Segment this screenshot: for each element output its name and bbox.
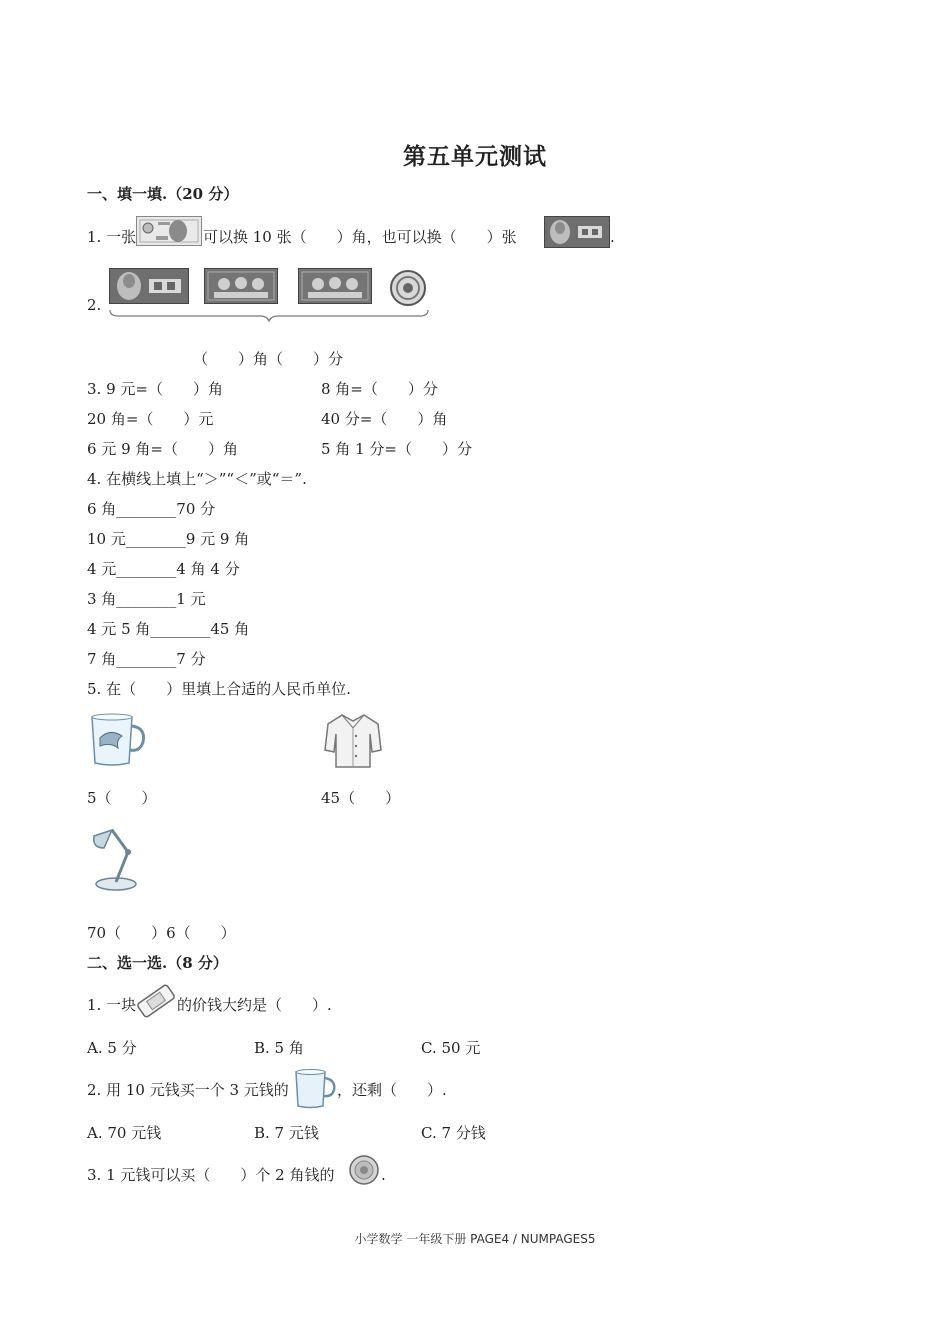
s2-q1-option-c: C. 50 元 [421,1039,481,1057]
q5-cup-answer: 5（ ） [87,789,157,807]
q4-row: 7 角________7 分 [87,650,206,668]
page-footer: 小学数学 一年级下册 PAGE4 / NUMPAGES5 [354,1232,596,1246]
s2-q2-option-b: B. 7 元钱 [254,1124,319,1142]
s2-q1-suffix: 的价钱大约是（ ）. [177,996,332,1014]
q5-lamp-answer: 70（ ）6（ ） [87,924,236,942]
q3-row2-right: 40 分=（ ）角 [321,410,448,428]
five-fen-coin-icon [389,269,427,307]
one-yuan-note-icon [136,216,202,246]
q1-prefix: 1. 一张 [87,228,137,246]
five-jiao-note-icon [109,268,189,304]
two-jiao-note-icon [204,268,278,304]
q3-row1-left: 3. 9 元=（ ）角 [87,380,223,398]
q4-row: 4 元________4 角 4 分 [87,560,240,578]
q3-row3-left: 6 元 9 角=（ ）角 [87,440,238,458]
s2-q1-option-a: A. 5 分 [87,1039,137,1057]
q1-suffix: . [610,228,615,246]
q3-row3-right: 5 角 1 分=（ ）分 [321,440,472,458]
s2-q3-prefix: 3. 1 元钱可以买（ ）个 2 角钱的 [87,1166,335,1184]
s2-q2-option-a: A. 70 元钱 [87,1124,162,1142]
shirt-icon [322,712,384,770]
cup-icon [88,712,148,768]
q4-prompt: 4. 在横线上填上“＞”“＜”或“＝”. [87,470,307,488]
q4-row: 6 角________70 分 [87,500,216,518]
desk-lamp-icon [88,818,144,892]
q3-row1-right: 8 角=（ ）分 [321,380,438,398]
q2-number: 2. [87,296,102,314]
q1-middle-text: 可以换 10 张（ ）角，也可以换（ ）张 [203,228,517,246]
q2-blanks: （ ）角（ ）分 [193,350,344,368]
s2-q2-prefix: 2. 用 10 元钱买一个 3 元钱的 [87,1081,289,1099]
q5-shirt-answer: 45（ ） [321,789,401,807]
s2-q1-option-b: B. 5 角 [254,1039,304,1057]
q3-row2-left: 20 角=（ ）元 [87,410,214,428]
section2-heading: 二、选一选.（8 分） [87,954,228,972]
two-jiao-note-icon [298,268,372,304]
page-title: 第五单元测试 [403,143,547,170]
s2-q2-option-c: C. 7 分钱 [421,1124,486,1142]
five-jiao-note-icon [544,216,610,248]
q5-prompt: 5. 在（ ）里填上合适的人民币单位. [87,680,351,698]
s2-q3-suffix: . [381,1166,386,1184]
q4-row: 3 角________1 元 [87,590,206,608]
eraser-icon [135,983,177,1019]
q4-row: 10 元________9 元 9 角 [87,530,250,548]
section1-heading: 一、填一填.（20 分） [87,185,239,203]
q4-row: 4 元 5 角________45 角 [87,620,250,638]
s2-q2-suffix: ，还剩（ ）. [337,1081,447,1099]
cup-icon [293,1068,337,1110]
grouping-brace [108,308,430,322]
coin-icon [348,1154,380,1186]
s2-q1-prefix: 1. 一块 [87,996,137,1014]
